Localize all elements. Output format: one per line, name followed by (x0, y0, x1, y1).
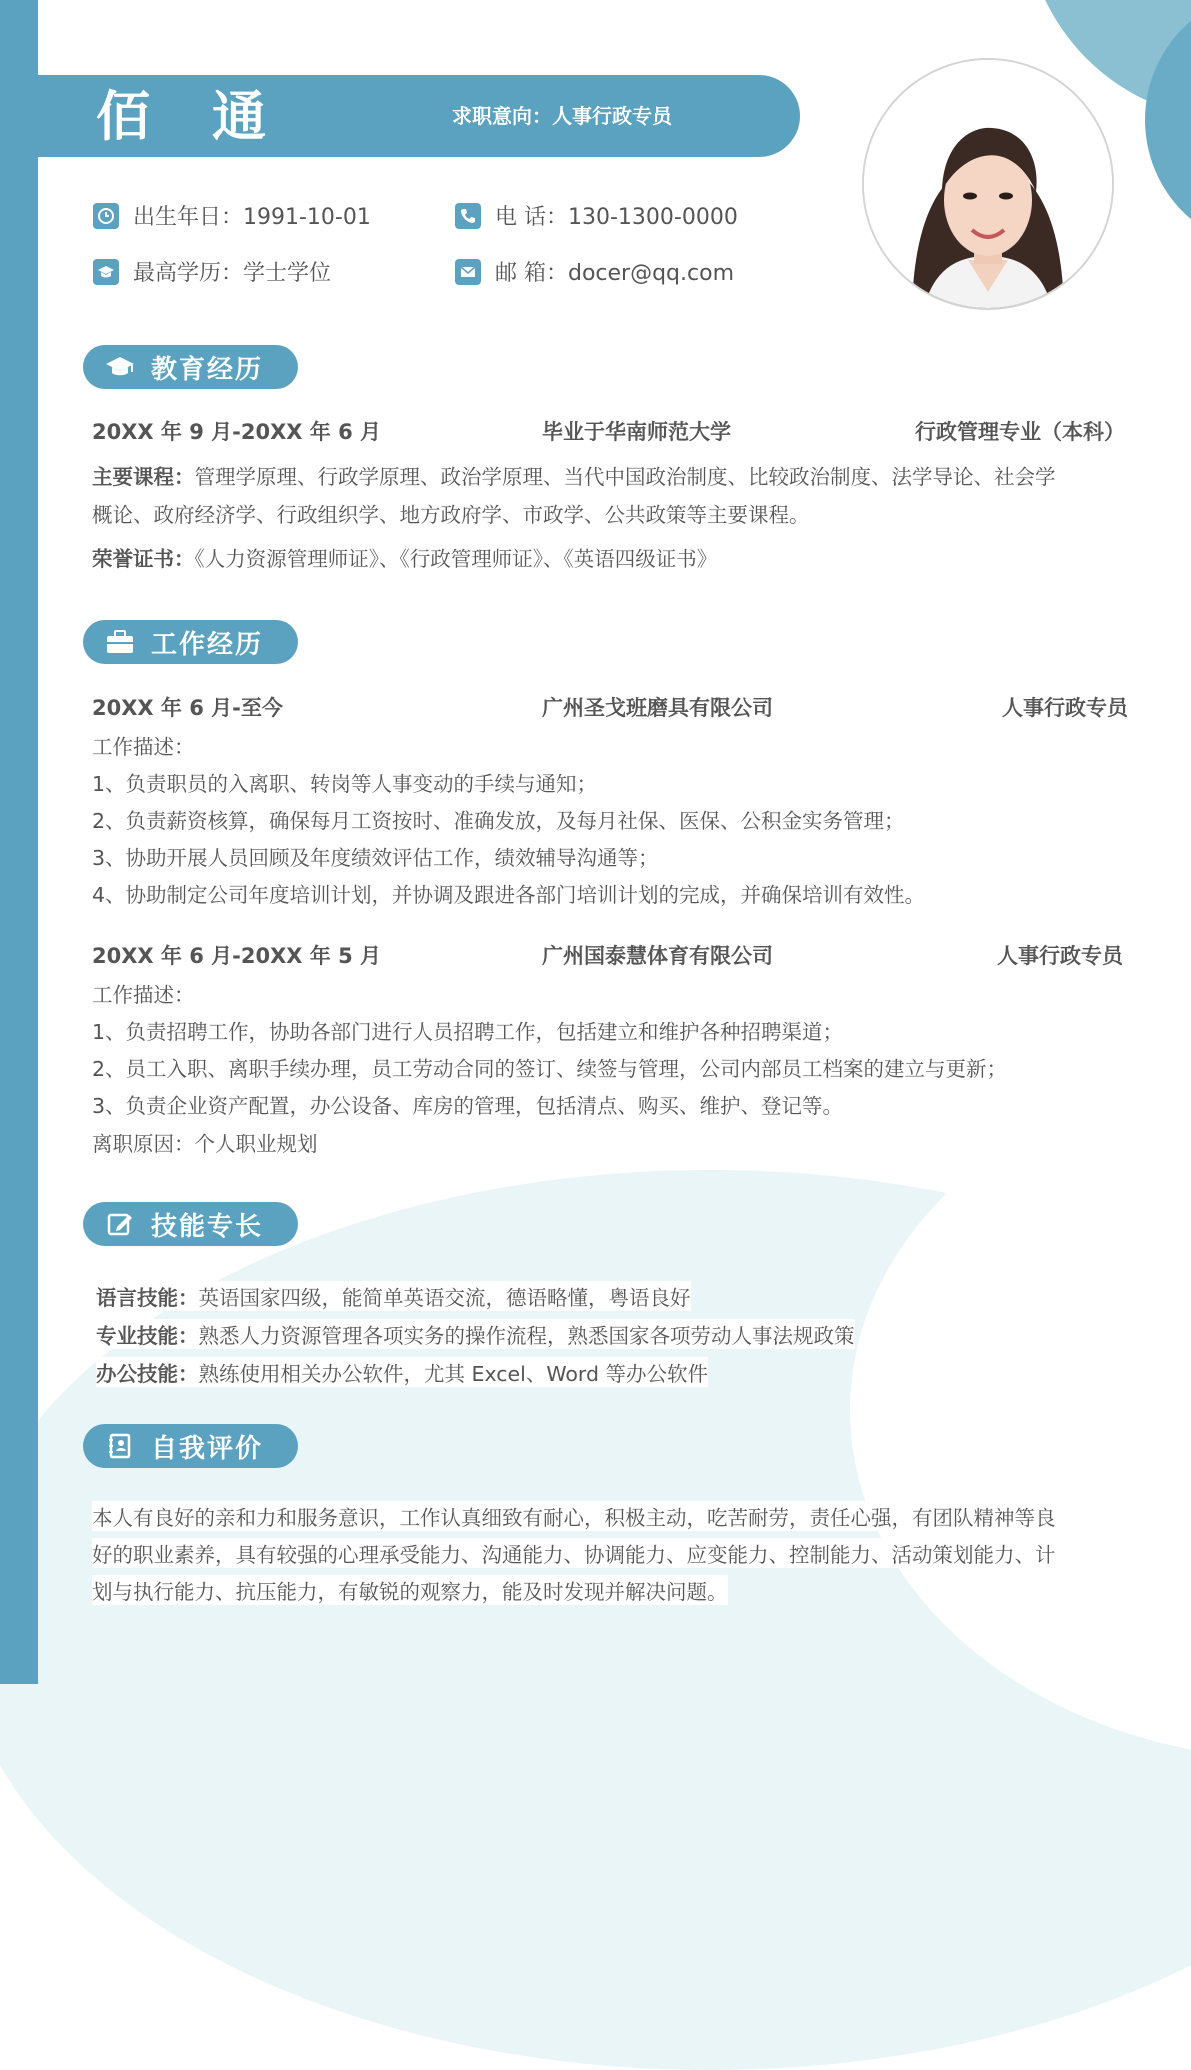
job2-position: 人事行政专员 (997, 944, 1123, 968)
section-education-header (83, 345, 298, 389)
self-line-2: 好的职业素养，具有较强的心理承受能力、沟通能力、协调能力、应变能力、控制能力、活动策划能力、计 (92, 1538, 1056, 1568)
job2-item-1: 1、负责招聘工作，协助各部门进行人员招聘工作，包括建立和维护各种招聘渠道； (92, 1020, 844, 1044)
left-accent-bar (0, 0, 38, 1684)
skill-professional-label: 专业技能： (96, 1324, 199, 1348)
profile-photo (862, 58, 1114, 310)
skill-language (96, 1281, 691, 1311)
edit-icon (103, 1209, 137, 1239)
skill-language-text: 英语国家四级，能简单英语交流，德语略懂，粤语良好 (198, 1286, 691, 1310)
job1-item-4: 4、协助制定公司年度培训计划，并协调及跟进各部门培训计划的完成，并确保培训有效性。 (92, 883, 926, 907)
section-work-header (83, 620, 298, 664)
job2-leave-reason: 离职原因：个人职业规划 (92, 1132, 318, 1156)
job-intent: 求职意向：人事行政专员 (452, 104, 672, 128)
education-text: 最高学历：学士学位 (133, 261, 332, 286)
honors-text: 《人力资源管理师证》、《行政管理师证》、《英语四级证书》 (194, 547, 718, 571)
section-work-title: 工作经历 (151, 629, 264, 660)
info-birth (93, 200, 371, 231)
skill-professional-text: 熟悉人力资源管理各项实务的操作流程，熟悉国家各项劳动人事法规政策 (198, 1324, 855, 1348)
job1-position: 人事行政专员 (1002, 696, 1128, 720)
graduation-cap-icon (103, 352, 137, 382)
job2-item-3: 3、负责企业资产配置，办公设备、库房的管理，包括清点、购买、维护、登记等。 (92, 1094, 844, 1118)
section-skills-header (83, 1202, 298, 1246)
section-self-title: 自我评价 (151, 1433, 264, 1464)
mail-icon (455, 259, 481, 285)
education-courses-line2: 概论、政府经济学、行政组织学、地方政府学、市政学、公共政策等主要课程。 (92, 503, 810, 527)
job1-desc-label: 工作描述： (92, 735, 195, 759)
education-major: 行政管理专业（本科） (915, 420, 1125, 444)
skill-office (96, 1357, 708, 1387)
graduation-icon (93, 259, 119, 285)
job2-period: 20XX 年 6 月-20XX 年 5 月 (92, 944, 382, 968)
education-courses-line1 (92, 460, 1056, 490)
job1-company: 广州圣戈班磨具有限公司 (542, 696, 773, 720)
honors-label: 荣誉证书： (92, 547, 195, 571)
job1-period: 20XX 年 6 月-至今 (92, 696, 283, 720)
phone-icon (455, 203, 481, 229)
phone-text: 电 话：130-1300-0000 (495, 205, 738, 230)
courses-text: 管理学原理、行政学原理、政治学原理、当代中国政治制度、比较政治制度、法学导论、社会学 (194, 465, 1056, 489)
job2-desc-label: 工作描述： (92, 983, 195, 1007)
job1-item-2: 2、负责薪资核算，确保每月工资按时、准确发放，及每月社保、医保、公积金实务管理； (92, 809, 905, 833)
education-honors (92, 542, 717, 572)
courses-label: 主要课程： (92, 465, 195, 489)
portrait-illustration (864, 60, 1112, 308)
job2-item-2: 2、员工入职、离职手续办理，员工劳动合同的签订、续签与管理，公司内部员工档案的建立与更新； (92, 1057, 1008, 1081)
info-email (455, 256, 734, 287)
candidate-name: 佰通 (96, 84, 328, 148)
job2-company: 广州国泰慧体育有限公司 (542, 944, 773, 968)
section-self-header (83, 1424, 298, 1468)
job1-item-1: 1、负责职员的入离职、转岗等人事变动的手续与通知； (92, 772, 598, 796)
self-line-1: 本人有良好的亲和力和服务意识，工作认真细致有耐心，积极主动，吃苦耐劳，责任心强，有团队精神等良 (92, 1501, 1056, 1531)
email-text: 邮 箱：docer@qq.com (495, 261, 735, 286)
skill-office-label: 办公技能： (96, 1362, 199, 1386)
birth-text: 出生年日：1991-10-01 (133, 205, 371, 230)
briefcase-icon (103, 627, 137, 657)
job1-item-3: 3、协助开展人员回顾及年度绩效评估工作，绩效辅导沟通等； (92, 846, 659, 870)
info-education (93, 256, 331, 287)
education-period: 20XX 年 9 月-20XX 年 6 月 (92, 420, 382, 444)
info-phone (455, 200, 738, 231)
section-education-title: 教育经历 (151, 354, 264, 385)
section-skills-title: 技能专长 (151, 1211, 264, 1242)
notebook-icon (103, 1431, 137, 1461)
self-line-3: 划与执行能力、抗压能力，有敏锐的观察力，能及时发现并解决问题。 (92, 1575, 728, 1605)
education-school: 毕业于华南师范大学 (542, 420, 731, 444)
skill-professional (96, 1319, 855, 1349)
skill-office-text: 熟练使用相关办公软件，尤其 Excel、Word 等办公软件 (198, 1362, 709, 1386)
skill-language-label: 语言技能： (96, 1286, 199, 1310)
clock-icon (93, 203, 119, 229)
